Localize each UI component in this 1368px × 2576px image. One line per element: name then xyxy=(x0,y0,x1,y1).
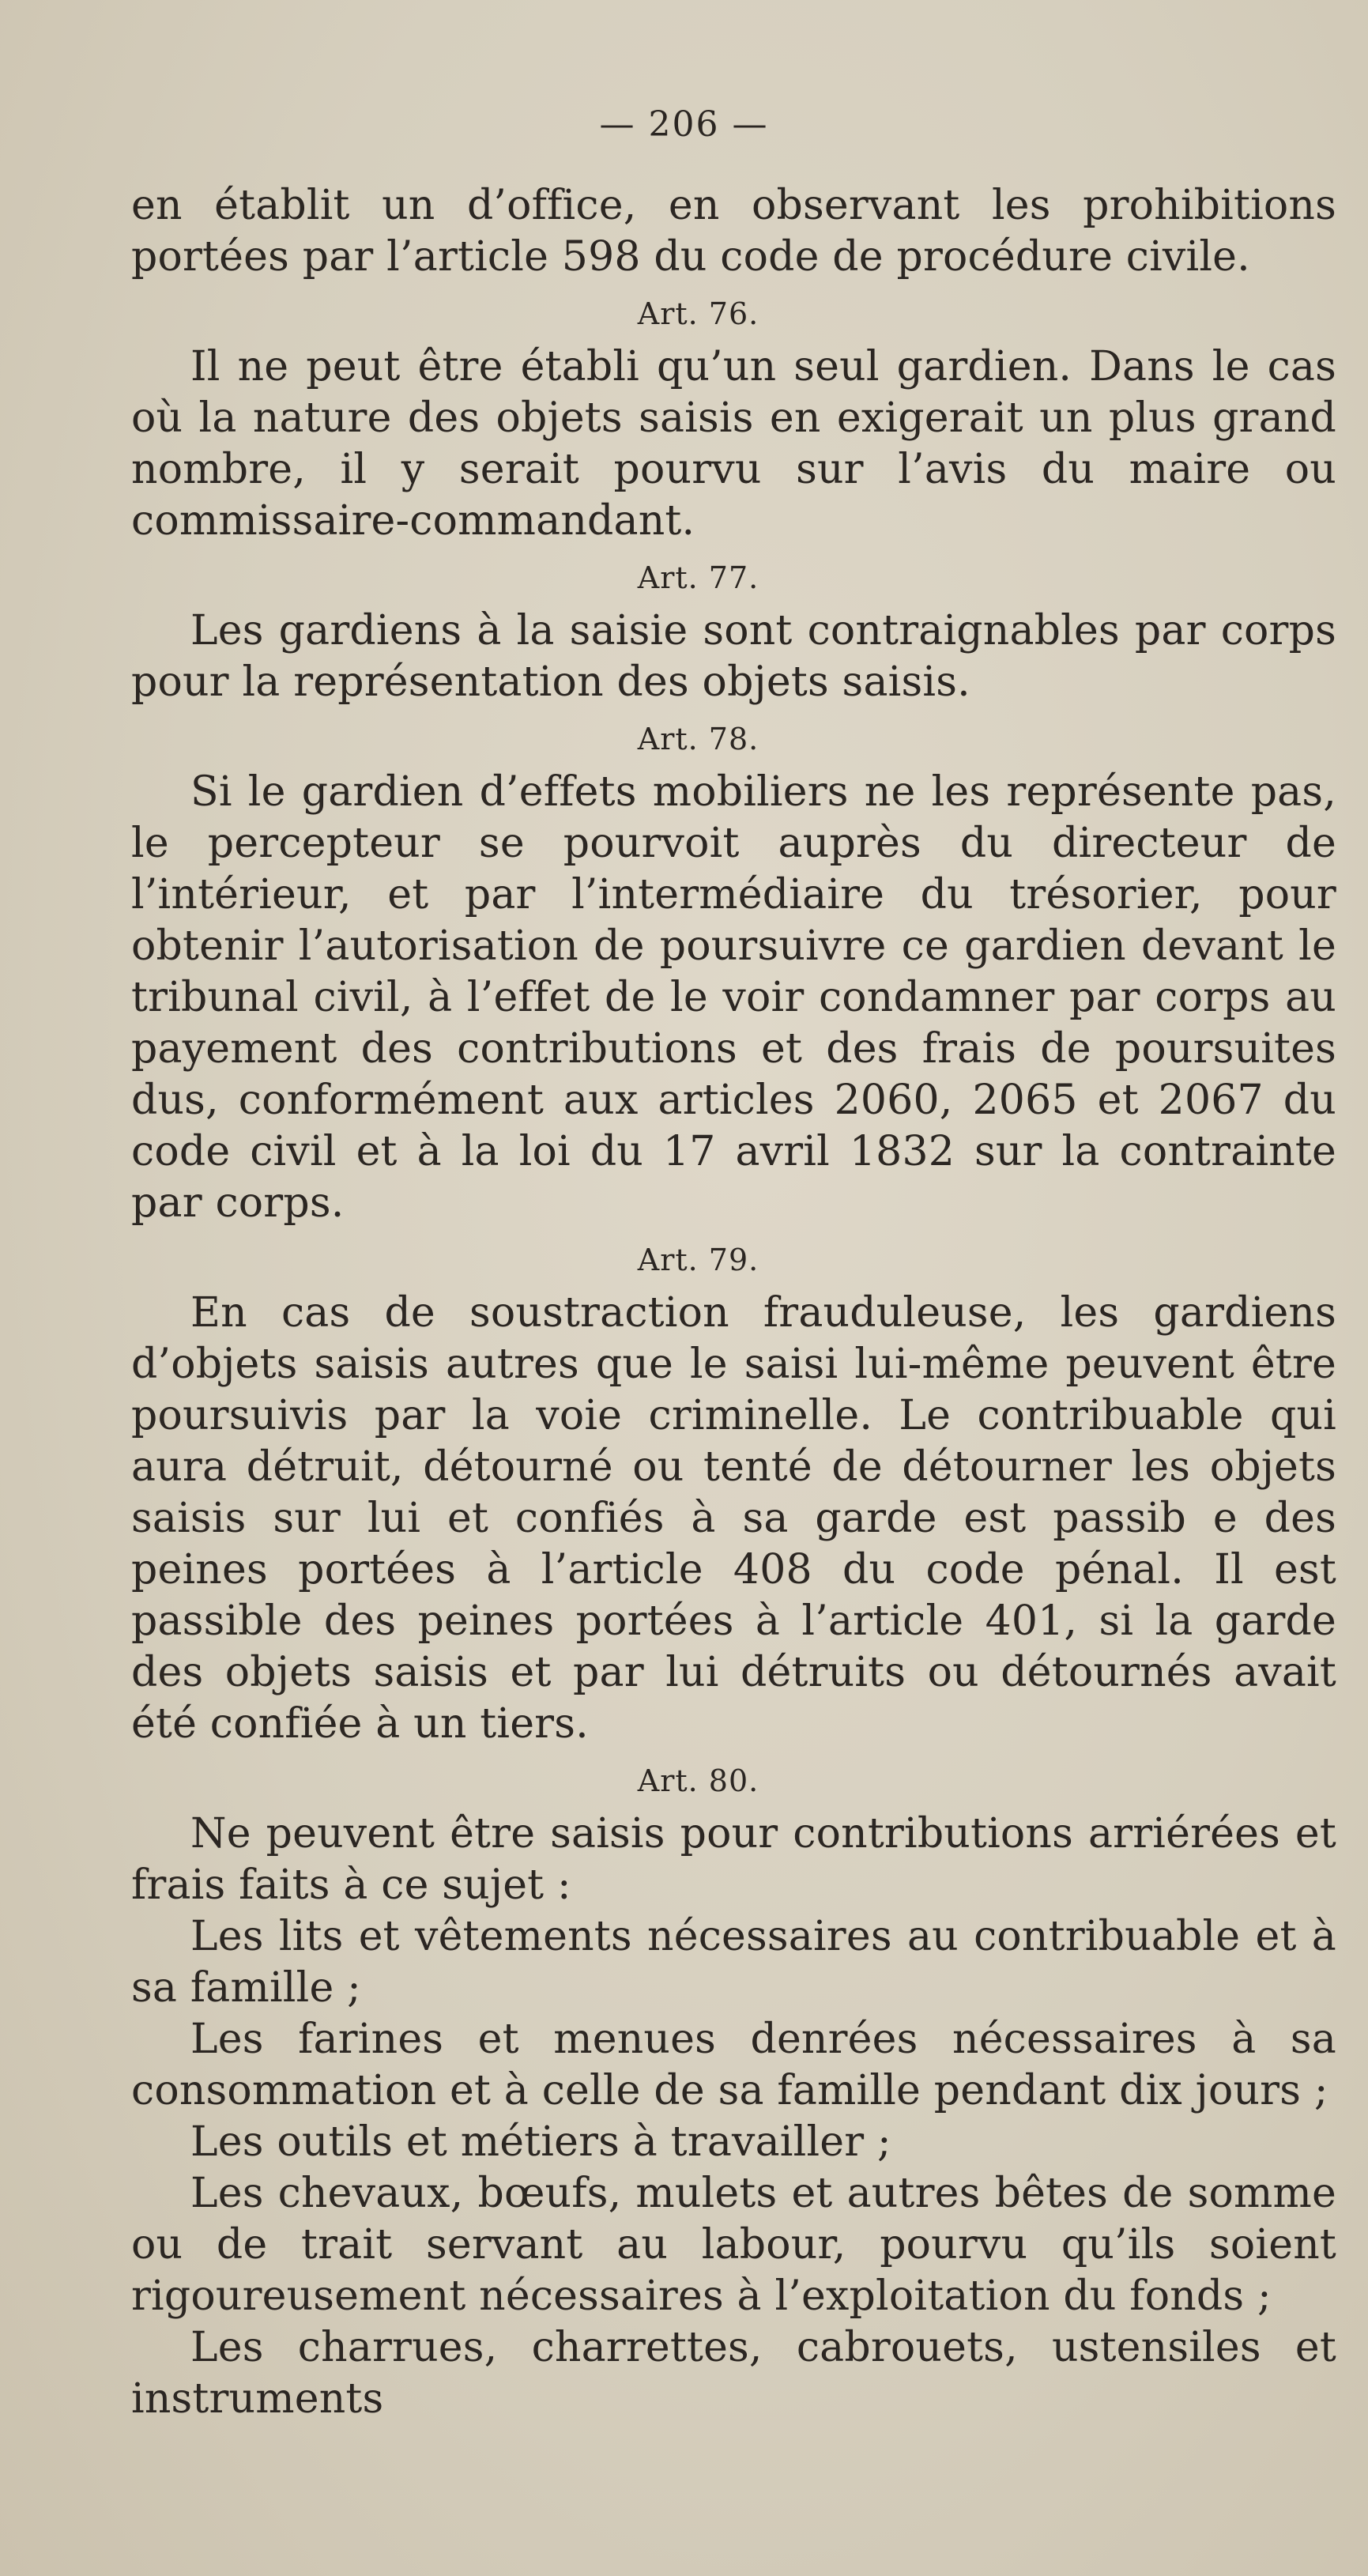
paragraph: Si le gardien d’effets mobiliers ne les représente pas, le percepteur se pourvoit auprès du directeur de l’intérieur, et par l’intermédiaire du trésorier, pour obtenir l’autorisation de poursuivre ce gardien devant le tribunal civil, à l’effet de le voir condamner par corps au payement des contributions et des frais de poursuites dus, conformément aux articles 2060, 2065 et 2067 du code civil et à la loi du 17 avril 1832 sur la contrainte par corps. xyxy=(131,768,1336,1227)
article-heading: Art. 76. xyxy=(637,296,759,331)
article-heading: Art. 78. xyxy=(637,722,759,756)
paragraph: Les charrues, charrettes, cabrouets, ustensiles et instruments xyxy=(131,2324,1336,2423)
paragraph: Les farines et menues denrées nécessaires à sa consommation et à celle de sa famille pendant dix jours ; xyxy=(131,2016,1336,2114)
paragraph: Les chevaux, bœufs, mulets et autres bêtes de somme ou de trait servant au labour, pourvu qu’ils soient rigoureusement nécessaires à l’exploitation du fonds ; xyxy=(131,2170,1336,2320)
paragraph: En cas de soustraction frauduleuse, les gardiens d’objets saisis autres que le saisi lui-même peuvent être poursuivis par la voie criminelle. Le contribuable qui aura détruit, détourné ou tenté de détourner les objets saisis sur lui et confiés à sa garde est passib e des peines portées à l’article 408 du code pénal. Il est passible des peines portées à l’article 401, si la garde des objets saisis et par lui détruits ou détournés avait été confiée à un tiers. xyxy=(131,1289,1336,1748)
paragraph: Les lits et vêtements nécessaires au contribuable et à sa famille ; xyxy=(131,1913,1336,2012)
page-number: — 206 — xyxy=(599,104,769,145)
article-heading: Art. 80. xyxy=(637,1763,759,1798)
article-heading: Art. 77. xyxy=(637,560,759,595)
page-body xyxy=(131,180,1336,2425)
paragraph: Les gardiens à la saisie sont contraignables par corps pour la représentation des objets saisis. xyxy=(131,607,1336,706)
paragraph: Il ne peut être établi qu’un seul gardien. Dans le cas où la nature des objets saisis en exigerait un plus grand nombre, il y serait pourvu sur l’avis du maire ou commissaire-commandant. xyxy=(131,343,1336,545)
paragraph: Les outils et métiers à travailler ; xyxy=(190,2118,891,2166)
paragraph: en établit un d’office, en observant les prohibitions portées par l’article 598 du code de procédure civile. xyxy=(131,182,1336,281)
paragraph: Ne peuvent être saisis pour contributions arriérées et frais faits à ce sujet : xyxy=(131,1810,1336,1909)
article-heading: Art. 79. xyxy=(637,1243,759,1277)
